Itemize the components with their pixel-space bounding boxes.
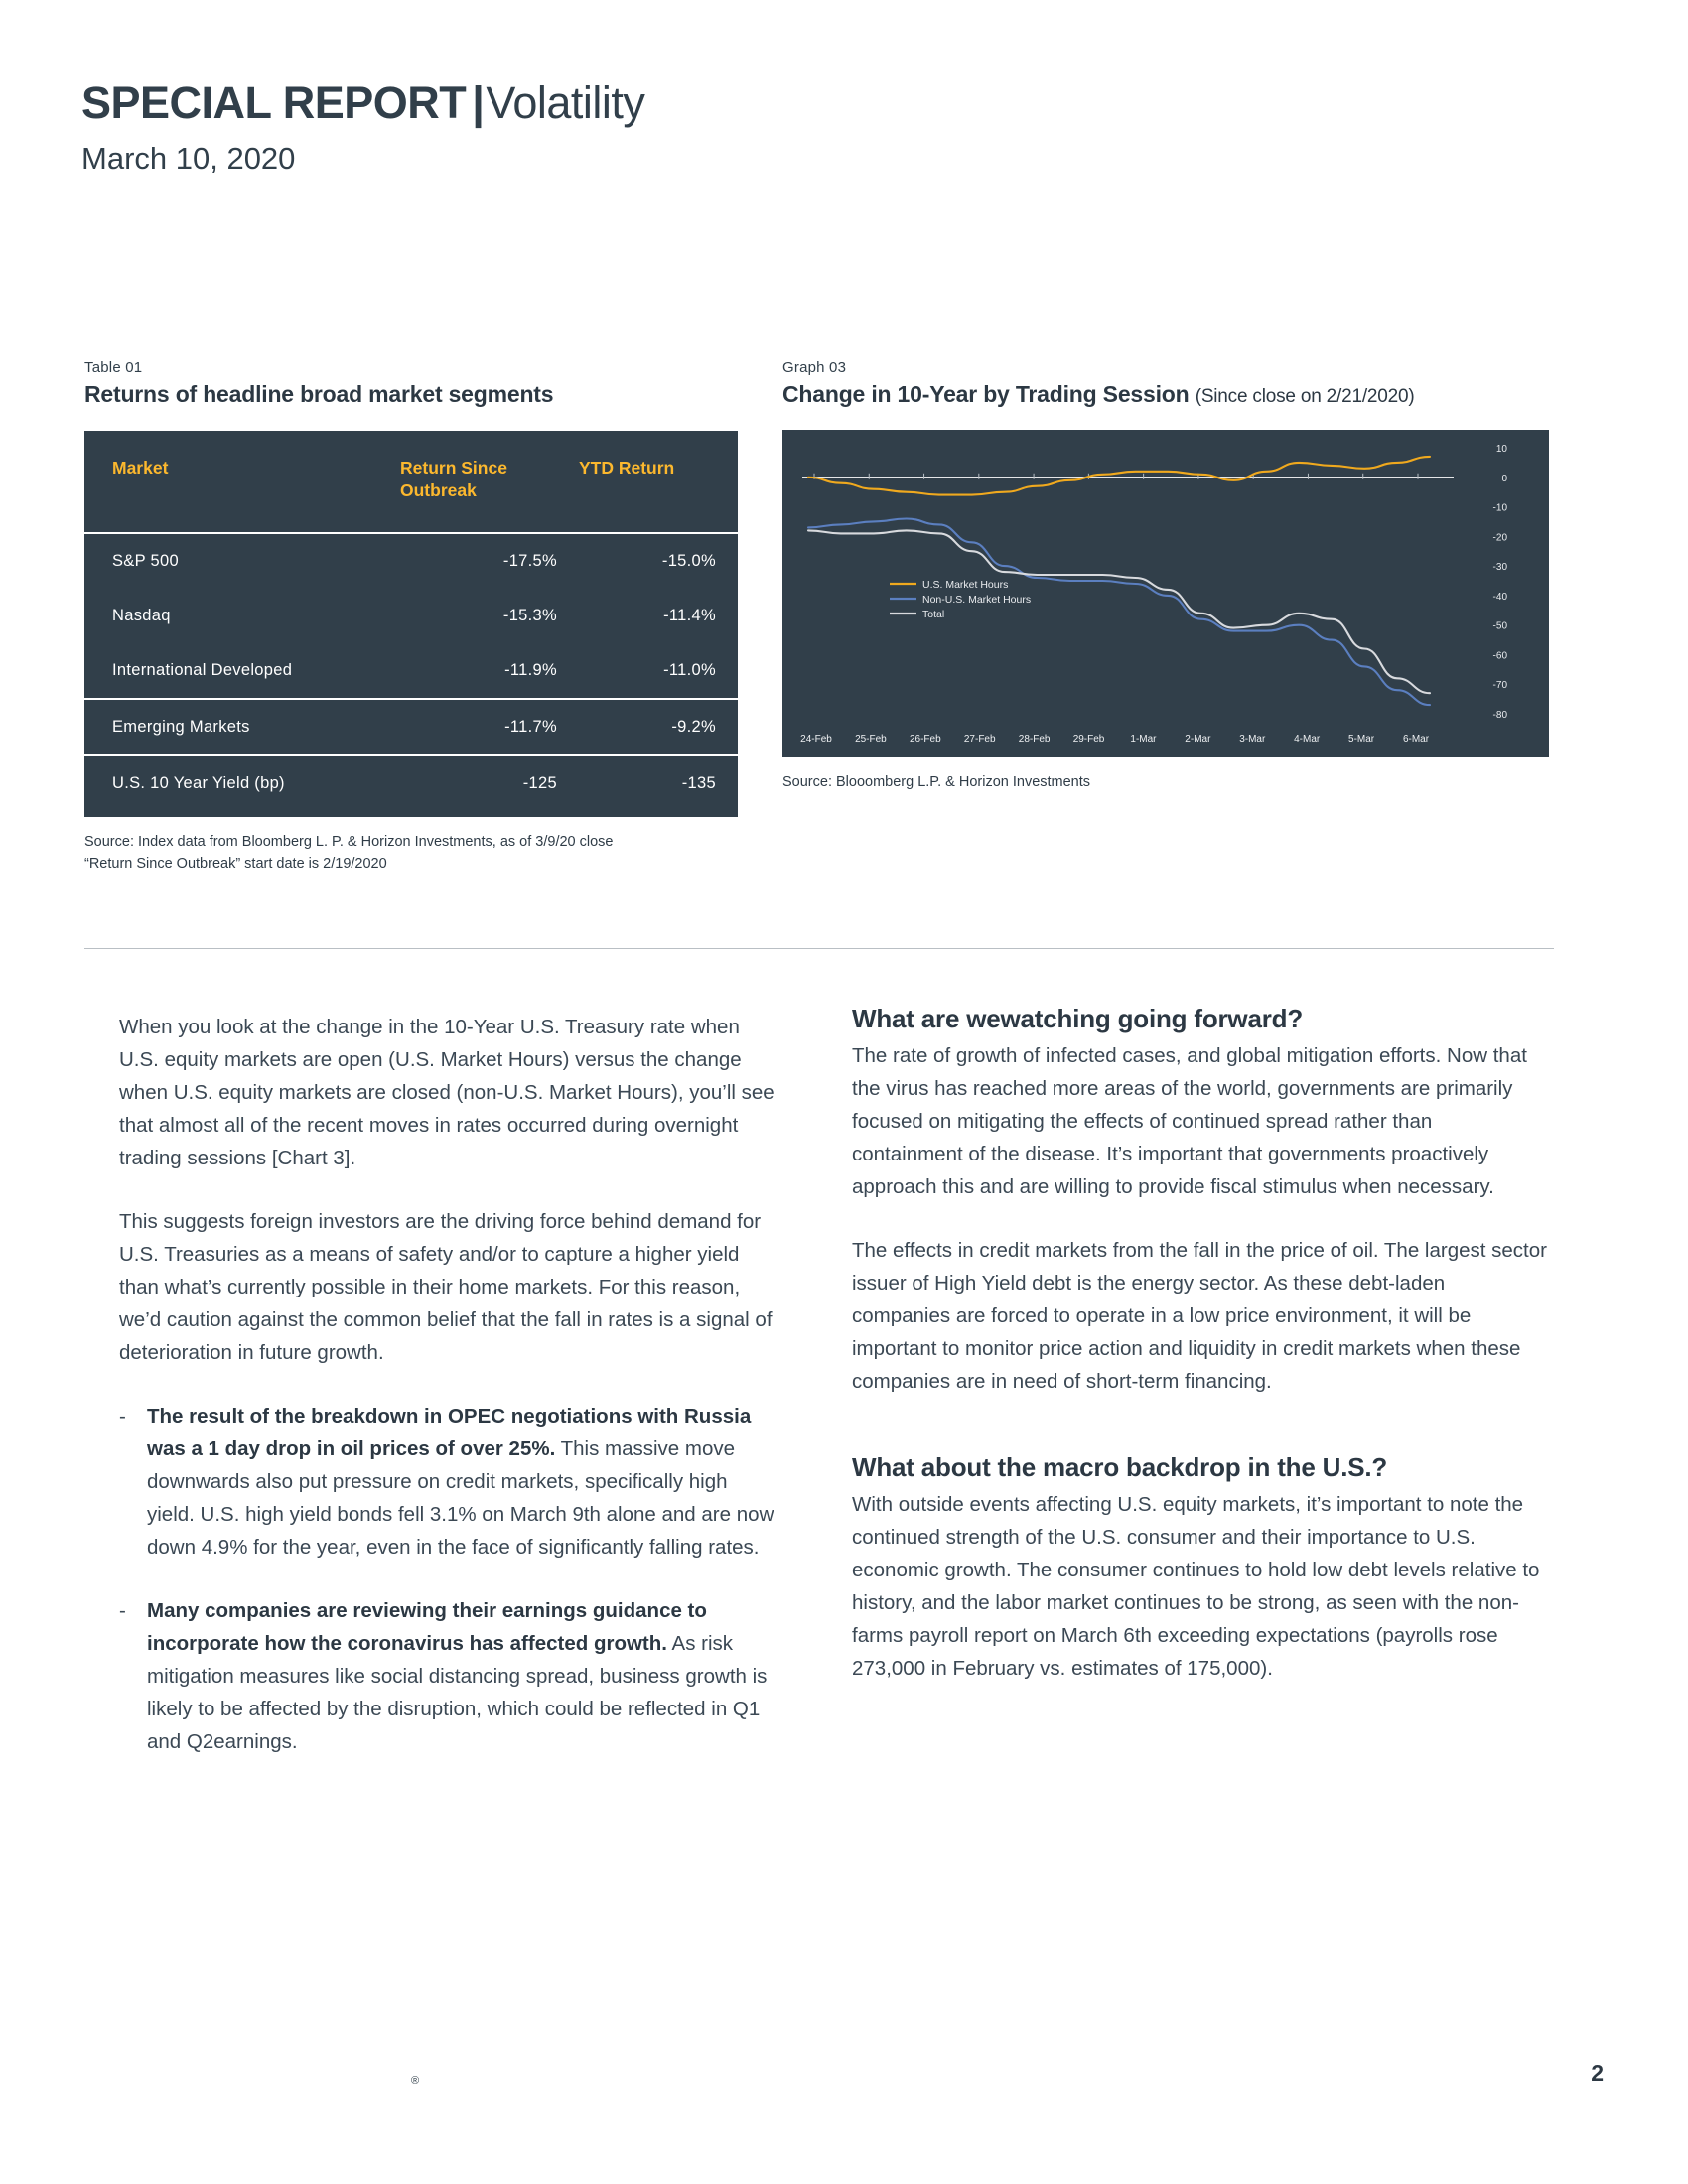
cell-market: Emerging Markets <box>84 699 400 755</box>
page-title-separator: | <box>472 77 485 128</box>
table-row <box>84 643 738 699</box>
svg-text:25-Feb: 25-Feb <box>855 734 887 745</box>
table-source-note <box>84 831 720 875</box>
table-head <box>84 431 738 533</box>
paragraph-left-2: This suggests foreign investors are the driving force behind demand for U.S. Treasuries as a means of safety and/or to capture a higher yield than what’s currently possible in their home markets. For this reason, we’d caution against the common belief that the fall in rates is a signal of deterioration in future growth. <box>119 1210 773 1364</box>
paragraph-right-3: With outside events affecting U.S. equity markets, it’s important to note the continued strength of the U.S. consumer and their importance to U.S. economic growth. The consumer continues to hold low debt levels relative to history, and the labor market continues to be strong, as seen with the non-farms payroll report on March 6th exceeding expectations (payrolls rose 273,000 in February vs. estimates of 175,000). <box>852 1493 1540 1680</box>
report-header <box>81 77 1472 179</box>
svg-text:6-Mar: 6-Mar <box>1402 734 1430 745</box>
cell-market: U.S. 10 Year Yield (bp) <box>84 755 400 817</box>
svg-text:Total: Total <box>922 609 945 620</box>
section-divider <box>84 948 1554 949</box>
table-01-block <box>84 359 720 875</box>
bullet-item-1 <box>119 1400 774 1564</box>
svg-text:Non-U.S. Market Hours: Non-U.S. Market Hours <box>922 594 1032 606</box>
cell-return-since-outbreak: -11.9% <box>400 643 579 699</box>
page-title-topic: Volatility <box>486 77 645 128</box>
svg-text:-20: -20 <box>1492 532 1507 544</box>
graph-source-note: Source: Blooomberg L.P. & Horizon Investments <box>782 774 1091 790</box>
registered-mark: ® <box>411 2075 420 2087</box>
page-title-strong: SPECIAL REPORT <box>81 77 467 128</box>
graph-03-block <box>782 359 1557 793</box>
svg-text:1-Mar: 1-Mar <box>1130 734 1157 745</box>
body-column-left <box>119 1011 774 1789</box>
svg-text:27-Feb: 27-Feb <box>963 734 996 745</box>
svg-text:10: 10 <box>1495 444 1507 455</box>
bullet-2-bold-text: Many companies are reviewing their earnings guidance to incorporate how the coronavirus has affected growth. <box>147 1599 707 1655</box>
svg-text:5-Mar: 5-Mar <box>1348 734 1375 745</box>
svg-text:4-Mar: 4-Mar <box>1294 734 1321 745</box>
svg-text:U.S. Market Hours: U.S. Market Hours <box>922 579 1009 591</box>
cell-return-since-outbreak: -15.3% <box>400 589 579 643</box>
svg-text:-30: -30 <box>1492 562 1507 574</box>
column-header-market: Market <box>84 431 400 533</box>
column-header-ytd-return: YTD Return <box>579 431 738 533</box>
column-header-return-since-outbreak: Return Since Outbreak <box>400 431 579 533</box>
graph-title <box>782 381 1557 408</box>
table-body <box>84 533 738 817</box>
svg-text:0: 0 <box>1501 473 1507 484</box>
paragraph-right-1: The rate of growth of infected cases, and global mitigation efforts. Now that the virus has reached more areas of the world, governments are primarily focused on mitigating the effects of continued spread rather than containment of the disease. It’s important that governments proactively approach this and are willing to provide fiscal stimulus when necessary. <box>852 1044 1527 1198</box>
graph-label: Graph 03 <box>782 359 847 376</box>
table-title: Returns of headline broad market segments <box>84 381 554 407</box>
table-row <box>84 533 738 589</box>
bullet-dash: - <box>119 1599 126 1622</box>
table-source-line-1: Source: Index data from Bloomberg L. P. & Horizon Investments, as of 3/9/20 close <box>84 834 614 850</box>
table-row <box>84 589 738 643</box>
cell-ytd-return: -11.0% <box>579 643 738 699</box>
table-header-row <box>84 431 738 533</box>
cell-market: International Developed <box>84 643 400 699</box>
heading-watching-forward: What are wewatching going forward? <box>852 1004 1304 1033</box>
svg-text:-70: -70 <box>1492 680 1507 692</box>
cell-ytd-return: -135 <box>579 755 738 817</box>
table-row <box>84 755 738 817</box>
bullet-1-bold-text: The result of the breakdown in OPEC negotiations with Russia was a 1 day drop in oil prices of over 25%. <box>147 1405 752 1460</box>
page-number: 2 <box>1591 2060 1604 2086</box>
body-column-right <box>852 1003 1547 1685</box>
paragraph-left-1: When you look at the change in the 10-Year U.S. Treasury rate when U.S. equity markets are open (U.S. Market Hours) versus the change when U.S. equity markets are closed (non-U.S. Market Hours), you’ll see that almost all of the recent moves in rates occurred during overnight trading sessions [Chart 3]. <box>119 1016 774 1169</box>
page-title <box>81 77 1472 129</box>
svg-text:-80: -80 <box>1492 710 1507 721</box>
graph-title-subtitle: (Since close on 2/21/2020) <box>1195 386 1415 407</box>
cell-market: S&P 500 <box>84 533 400 589</box>
chart-canvas <box>782 430 1549 757</box>
market-returns-table <box>84 431 738 817</box>
graph-title-main: Change in 10-Year by Trading Session <box>782 381 1190 407</box>
bullet-2-text: As risk mitigation measures like social distancing spread, business growth is likely to be affected by the disruption, which could be reflected in Q1 and Q2earnings. <box>147 1632 768 1753</box>
cell-ytd-return: -11.4% <box>579 589 738 643</box>
bullet-item-2 <box>119 1594 774 1758</box>
svg-text:-50: -50 <box>1492 620 1507 632</box>
cell-return-since-outbreak: -125 <box>400 755 579 817</box>
svg-text:28-Feb: 28-Feb <box>1018 734 1051 745</box>
svg-text:3-Mar: 3-Mar <box>1239 734 1266 745</box>
report-date: March 10, 2020 <box>81 141 296 176</box>
table-label: Table 01 <box>84 359 143 376</box>
heading-macro-backdrop: What about the macro backdrop in the U.S.? <box>852 1452 1388 1482</box>
cell-return-since-outbreak: -17.5% <box>400 533 579 589</box>
svg-text:2-Mar: 2-Mar <box>1185 734 1211 745</box>
cell-return-since-outbreak: -11.7% <box>400 699 579 755</box>
line-chart <box>782 430 1549 757</box>
svg-text:-10: -10 <box>1492 502 1507 514</box>
svg-text:29-Feb: 29-Feb <box>1072 734 1105 745</box>
table-source-line-2: “Return Since Outbreak” start date is 2/19/2020 <box>84 856 387 872</box>
svg-text:-60: -60 <box>1492 650 1507 662</box>
paragraph-right-2: The effects in credit markets from the fall in the price of oil. The largest sector issuer of High Yield debt is the energy sector. As these debt-laden companies are forced to operate in a low price environment, it will be important to monitor price action and liquidity in credit markets when these companies are in need of short-term financing. <box>852 1239 1547 1393</box>
svg-text:-40: -40 <box>1492 591 1507 603</box>
bullet-1-text: This massive move downwards also put pressure on credit markets, specifically high yield. U.S. high yield bonds fell 3.1% on March 9th alone and are now down 4.9% for the year, even in the face of significantly falling rates. <box>147 1437 774 1559</box>
cell-ytd-return: -15.0% <box>579 533 738 589</box>
svg-text:26-Feb: 26-Feb <box>909 734 941 745</box>
cell-market: Nasdaq <box>84 589 400 643</box>
bullet-dash: - <box>119 1405 126 1428</box>
cell-ytd-return: -9.2% <box>579 699 738 755</box>
table-row <box>84 699 738 755</box>
svg-text:24-Feb: 24-Feb <box>800 734 832 745</box>
